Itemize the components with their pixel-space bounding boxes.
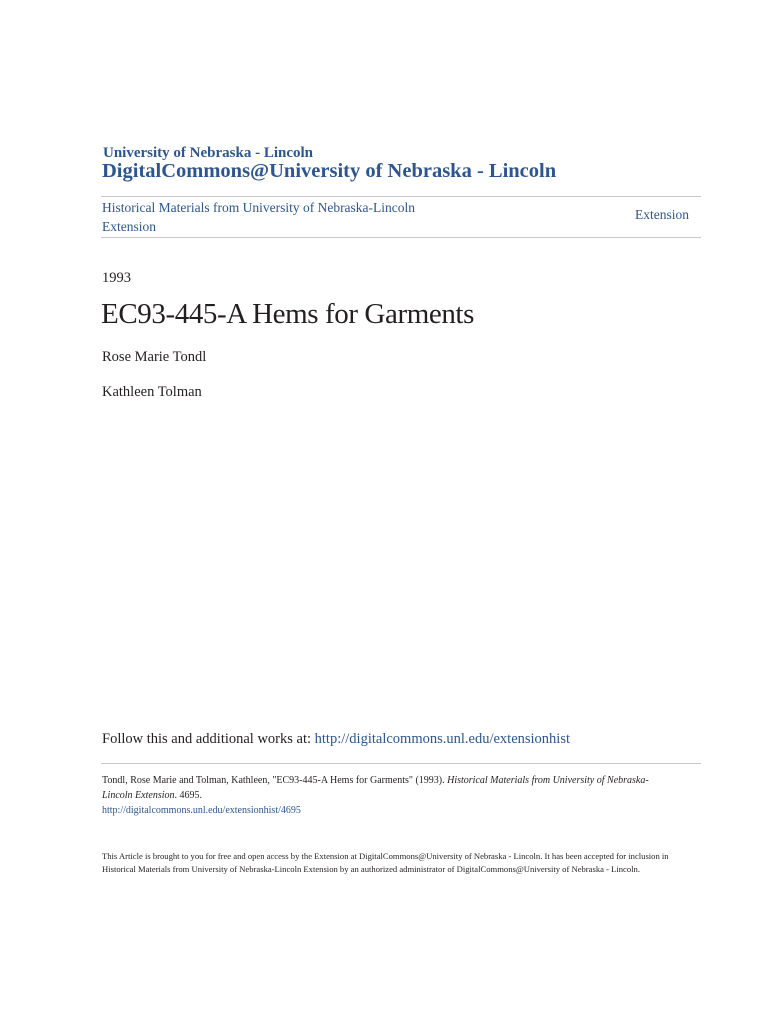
follow-url-link[interactable]: http://digitalcommons.unl.edu/extensionhist: [314, 731, 570, 747]
follow-line: [102, 731, 570, 748]
citation: [102, 773, 672, 818]
access-note: This Article is brought to you for free and open access by the Extension at DigitalCommons@University of Nebraska - Lincoln. It has been accepted for inclusion in Historical Materials from University of Nebraska-Lincoln Extension by an authorized administrator of DigitalCommons@University of Nebraska - Lincoln.: [102, 851, 669, 874]
divider: [101, 196, 701, 197]
divider: [101, 763, 701, 764]
divider: [101, 237, 701, 238]
article-title: EC93-445-A Hems for Garments: [101, 298, 474, 330]
citation-source: Historical Materials from University of Nebraska-Lincoln Extension: [102, 775, 649, 801]
publication-year: 1993: [102, 270, 131, 286]
author-name: Kathleen Tolman: [102, 384, 202, 400]
author-name: Rose Marie Tondl: [102, 349, 207, 365]
repository-link[interactable]: DigitalCommons@University of Nebraska - Lincoln: [102, 160, 557, 182]
institution-link[interactable]: University of Nebraska - Lincoln: [103, 145, 313, 161]
citation-text: Tondl, Rose Marie and Tolman, Kathleen, "EC93-445-A Hems for Garments" (1993).: [102, 775, 445, 786]
collection-link[interactable]: Historical Materials from University of Nebraska-Lincoln Extension: [102, 200, 416, 234]
citation-url-link[interactable]: http://digitalcommons.unl.edu/extensionhist/4695: [102, 805, 301, 816]
community-link[interactable]: Extension: [635, 207, 689, 222]
follow-label: Follow this and additional works at:: [102, 731, 312, 747]
citation-number: . 4695.: [174, 790, 202, 801]
